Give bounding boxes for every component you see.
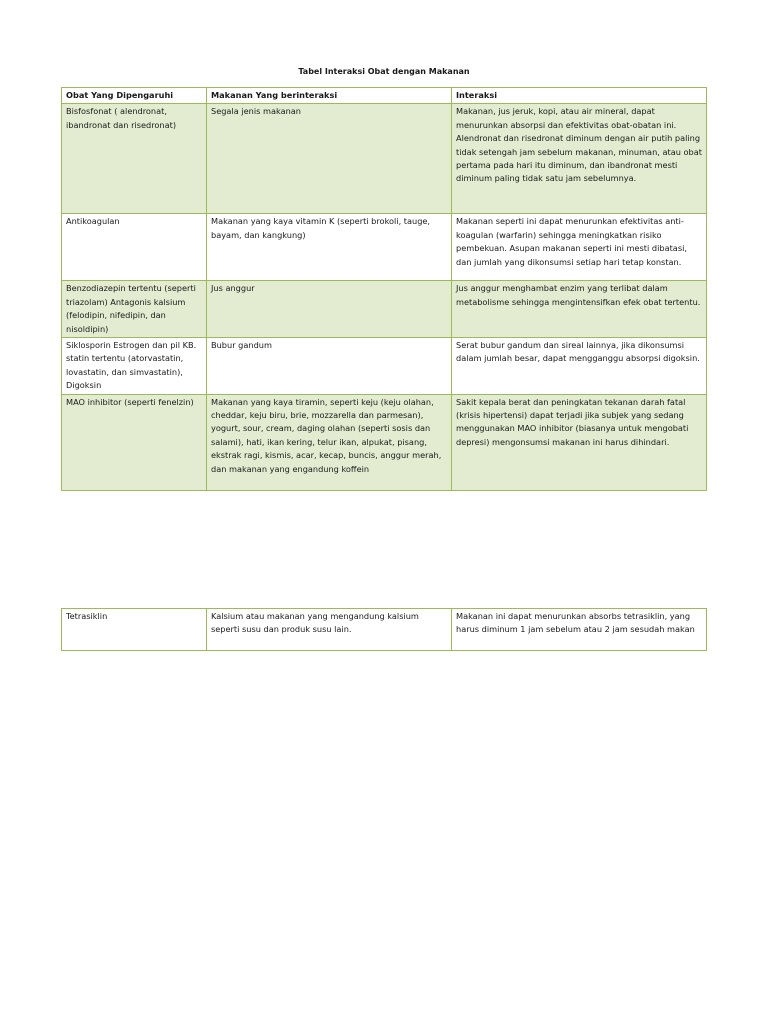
table-header-row	[62, 88, 707, 104]
header-interaction: Interaksi	[452, 88, 707, 104]
header-food: Makanan Yang berinteraksi	[207, 88, 452, 104]
drug-cell: Siklosporin Estrogen dan pil KB. statin tertentu (atorvastatin, lovastatin, dan simvastatin), Digoksin	[62, 338, 207, 395]
interaction-cell: Serat bubur gandum dan sireal lainnya, jika dikonsumsi dalam jumlah besar, dapat mengganggu absorpsi digoksin.	[452, 338, 707, 395]
interaction-cell: Jus anggur menghambat enzim yang terlibat dalam metabolisme sehingga mengintensifkan efek obat tertentu.	[452, 281, 707, 338]
food-cell: Makanan yang kaya vitamin K (seperti brokoli, tauge, bayam, dan kangkung)	[207, 214, 452, 281]
food-cell: Makanan yang kaya tiramin, seperti keju (keju olahan, cheddar, keju biru, brie, mozzarella dan parmesan), yogurt, sour, cream, daging olahan (seperti sosis dan salami), hati, ikan kering, telur ikan, alpukat, pisang, ekstrak ragi, kismis, acar, kecap, buncis, anggur merah, dan makanan yang engandung koffein	[207, 394, 452, 490]
food-cell: Bubur gandum	[207, 338, 452, 395]
document-title: Tabel Interaksi Obat dengan Makanan	[298, 67, 470, 76]
drug-cell: Tetrasiklin	[62, 609, 207, 651]
interaction-cell: Makanan, jus jeruk, kopi, atau air mineral, dapat menurunkan absorpsi dan efektivitas obat-obatan ini. Alendronat dan risedronat diminum dengan air putih paling tidak setengah jam sebelum makanan, minuman, atau obat pertama pada hari itu diminum, dan ibandronat mesti diminum paling tidak satu jam sebelumnya.	[452, 104, 707, 214]
drug-cell: Benzodiazepin tertentu (seperti triazolam) Antagonis kalsium (felodipin, nifedipin, dan nisoldipin)	[62, 281, 207, 338]
drug-cell: Bisfosfonat ( alendronat, ibandronat dan risedronat)	[62, 104, 207, 214]
drug-cell: Antikoagulan	[62, 214, 207, 281]
table-row	[62, 394, 707, 490]
table-row	[62, 104, 707, 214]
table-row	[62, 338, 707, 395]
table-row	[62, 281, 707, 338]
food-cell: Kalsium atau makanan yang mengandung kalsium seperti susu dan produk susu lain.	[207, 609, 452, 651]
food-cell: Jus anggur	[207, 281, 452, 338]
header-drug: Obat Yang Dipengaruhi	[62, 88, 207, 104]
interaction-cell: Makanan ini dapat menurunkan absorbs tetrasiklin, yang harus diminum 1 jam sebelum atau 2 jam sesudah makan	[452, 609, 707, 651]
table-row	[62, 214, 707, 281]
drug-cell: MAO inhibitor (seperti fenelzin)	[62, 394, 207, 490]
interaction-table	[61, 87, 707, 491]
interaction-cell: Makanan seperti ini dapat menurunkan efektivitas anti-koagulan (warfarin) sehingga meningkatkan risiko pembekuan. Asupan makanan seperti ini mesti dibatasi, dan jumlah yang dikonsumsi setiap hari tetap konstan.	[452, 214, 707, 281]
food-cell: Segala jenis makanan	[207, 104, 452, 214]
table-row	[62, 609, 707, 651]
interaction-table-continued	[61, 608, 707, 651]
interaction-cell: Sakit kepala berat dan peningkatan tekanan darah fatal (krisis hipertensi) dapat terjadi jika subjek yang sedang menggunakan MAO inhibitor (biasanya untuk mengobati depresi) mengonsumsi makanan ini harus dihindari.	[452, 394, 707, 490]
